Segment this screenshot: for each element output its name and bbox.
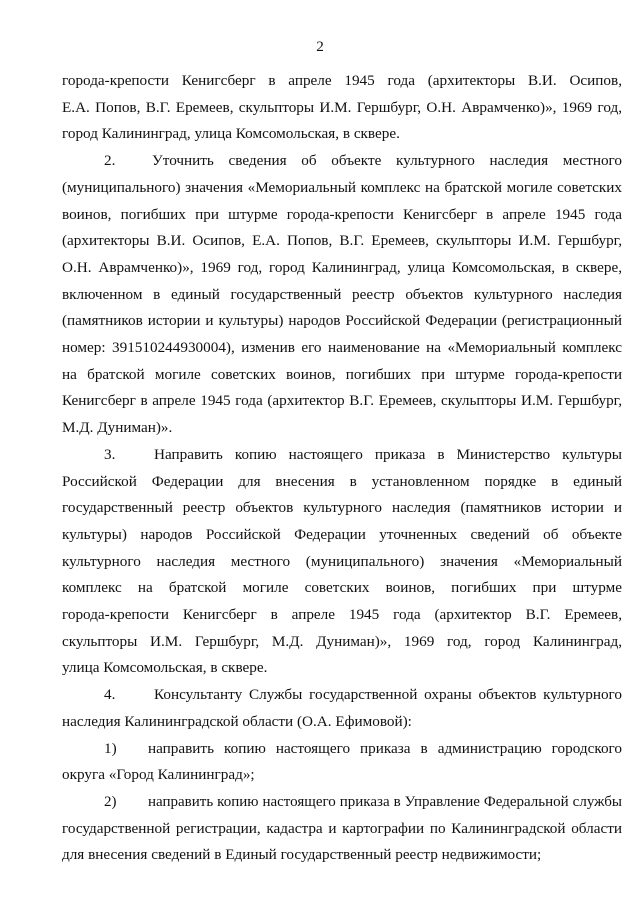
text-line: (памятников истории и культуры) народов Российской Федерации (регистрационный (62, 312, 622, 330)
text-line: государственный реестр объектов культурного наследия (памятников истории и (62, 499, 622, 517)
text-line: улица Комсомольская, в сквере. (62, 659, 268, 677)
paragraph-item-3 (62, 442, 622, 682)
subitem-number: 1) (104, 739, 117, 757)
paragraph-item-4 (62, 682, 622, 735)
text-line: (муниципального) значения «Мемориальный комплекс на братской могиле советских (62, 178, 622, 196)
item-number: 3. (104, 445, 116, 463)
page-number: 2 (316, 38, 324, 55)
text-line: на братской могиле советских воинов, погибших при штурме города-крепости (62, 365, 622, 383)
text-line-content: Консультанту Службы государственной охраны объектов культурного (154, 686, 622, 704)
text-line: комплекс на братской могиле советских воинов, погибших при штурме (62, 579, 622, 597)
text-line: для внесения сведений в Единый государственный реестр недвижимости; (62, 846, 542, 864)
text-line: Е.А. Попов, В.Г. Еремеев, скульпторы И.М. Гершбург, О.Н. Аврамченко)», 1969 год, (62, 98, 622, 116)
text-line: (архитекторы В.И. Осипов, Е.А. Попов, В.Г. Еремеев, скульпторы И.М. Гершбург, (62, 232, 622, 250)
item-number: 4. (104, 686, 116, 704)
text-line: культуры) народов Российской Федерации уточненных сведений об объекте (62, 525, 622, 543)
text-line: округа «Город Калининград»; (62, 766, 255, 784)
text-line (62, 682, 622, 709)
text-line: О.Н. Аврамченко)», 1969 год, город Калининград, улица Комсомольская, в сквере, (62, 258, 622, 276)
text-line-content: направить копию настоящего приказа в администрацию городского (148, 739, 622, 757)
text-line: номер: 391510244930004), изменив его наименование на «Мемориальный комплекс (62, 339, 622, 357)
subitem-number: 2) (104, 793, 117, 810)
text-line (62, 442, 622, 469)
text-line (62, 736, 622, 763)
item-number: 2. (104, 152, 116, 170)
text-line-content: направить копию настоящего приказа в Управление Федеральной службы (148, 793, 622, 810)
text-line: воинов, погибших при штурме города-крепости Кенигсберг в апреле 1945 года (62, 205, 622, 223)
text-line (62, 148, 622, 175)
text-line: города-крепости Кенигсберг в апреле 1945 года (архитектор В.Г. Еремеев, (62, 606, 622, 624)
text-line-content: Направить копию настоящего приказа в Министерство культуры (154, 445, 622, 463)
paragraph-subitem-1 (62, 736, 622, 789)
text-line: Кенигсберг в апреле 1945 года (архитектор В.Г. Еремеев, скульпторы И.М. Гершбург, (62, 392, 622, 410)
text-line: города-крепости Кенигсберг в апреле 1945 года (архитекторы В.И. Осипов, (62, 72, 622, 89)
text-line: М.Д. Дуниман)». (62, 419, 173, 437)
text-line-content: Уточнить сведения об объекте культурного наследия местного (152, 152, 622, 170)
paragraph-continuation (62, 68, 622, 148)
text-line: государственной регистрации, кадастра и картографии по Калининградской области (62, 819, 622, 837)
text-line (62, 789, 622, 816)
document-body (62, 68, 622, 869)
text-line: скульпторы И.М. Гершбург, М.Д. Дуниман)», 1969 год, город Калининград, (62, 632, 622, 650)
text-line: включенном в единый государственный реестр объектов культурного наследия (62, 285, 622, 303)
text-line: наследия Калининградской области (О.А. Ефимовой): (62, 712, 412, 730)
text-line: культурного наследия местного (муниципального) значения «Мемориальный (62, 552, 622, 570)
paragraph-subitem-2 (62, 789, 622, 869)
text-line: город Калининград, улица Комсомольская, в сквере. (62, 125, 400, 143)
paragraph-item-2 (62, 148, 622, 442)
text-line: Российской Федерации для внесения в установленном порядке в единый (62, 472, 622, 490)
